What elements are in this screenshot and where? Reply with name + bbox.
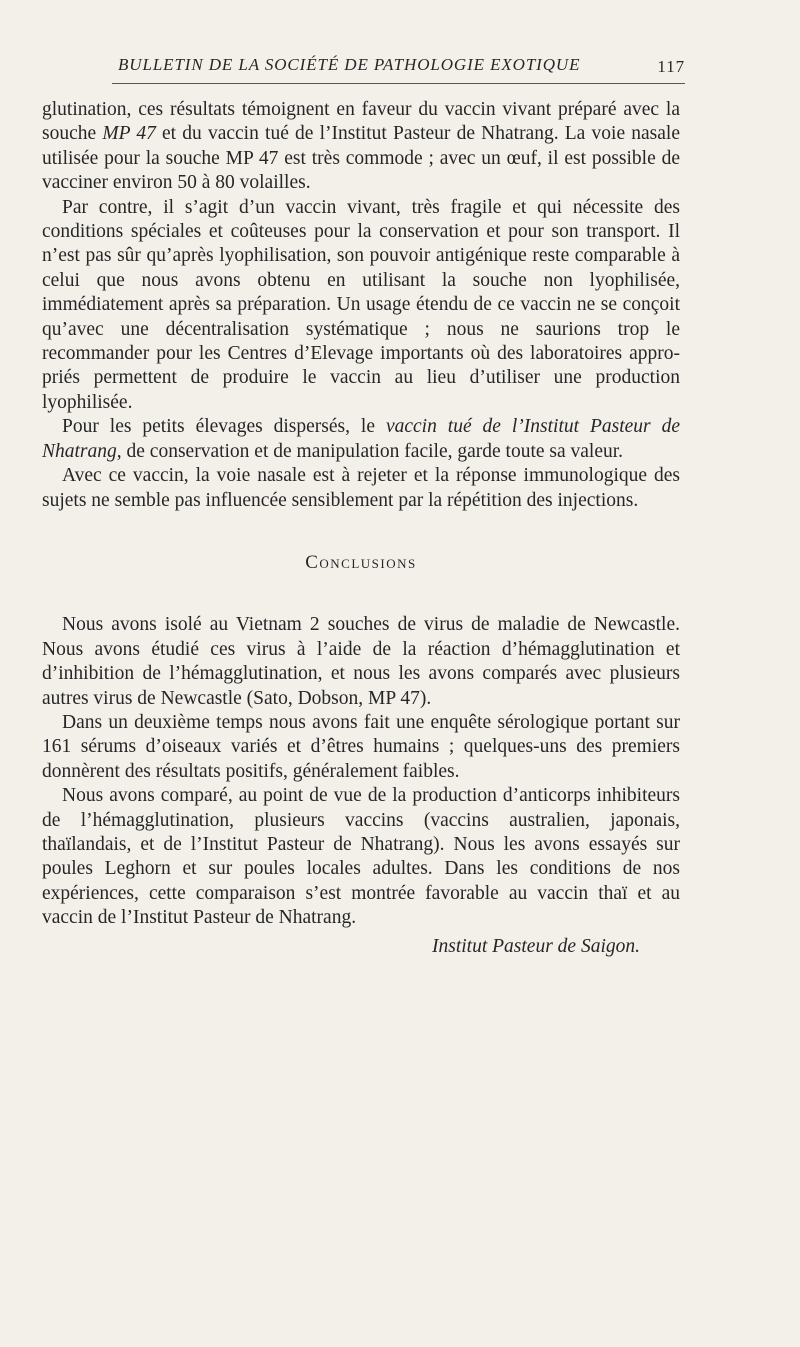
conclusion-paragraph-1: Nous avons isolé au Vietnam 2 souches de virus de maladie de Newcastle. Nous avons étudié ces virus à l’aide de la réaction d’hémagglutination et d’inhibition de l’hémagglutination, et nous les avons comparés avec plusieurs autres virus de Newcastle (Sato, Dobson, MP 47).: [42, 614, 680, 709]
paragraph-1-text-b: et du vaccin tué de l’Institut Pasteur de Nhatrang. La voie nasale utilisée pour la souche MP 47 est très commode ; avec un œuf, il est possible de vacciner environ 50 à 80 volailles.: [42, 123, 681, 194]
paragraph-3-text-b: , de conservation et de manipulation facile, garde toute sa valeur.: [116, 440, 624, 462]
section-heading-conclusions: Conclusions: [305, 551, 417, 573]
paragraph-2: Par contre, il s’agit d’un vaccin vivant, très fragile et qui nécessite des conditions spéciales et coûteuses pour la conservation et pour son transport. Il n’est pas sûr qu’après lyophilisation, son pouvoir antigénique reste comparable à celui que nous avons obtenu en utilisant la souche non lyophilisée, immédiatement après sa préparation. Un usage étendu de ce vaccin ne se conçoit qu’avec une décentralisation systématique ; nous ne saurions trop le recommander pour les Centres d’Elevage importants où des laboratoires appropriés permettent de produire le vaccin au lieu d’utiliser une production lyophilisée.: [42, 196, 680, 413]
paragraph-3-text-a: Pour les petits élevages dispersés, le: [62, 416, 386, 438]
vaccine-italic: vaccin tué de l’Institut Pasteur de Nhatrang: [42, 416, 680, 462]
paragraph-3: [42, 415, 680, 464]
article-body: [42, 98, 680, 959]
paragraph-1-text-a: glutination, ces résultats témoignent en faveur du vaccin vivant préparé avec la souche: [42, 99, 680, 145]
journal-title: BULLETIN DE LA SOCIÉTÉ DE PATHOLOGIE EXOTIQUE: [118, 55, 581, 74]
strain-italic: MP 47: [102, 123, 156, 145]
paragraph-1: [42, 98, 680, 196]
institution-signature: Institut Pasteur de Saigon.: [432, 935, 640, 957]
header-rule: [112, 83, 685, 84]
paragraph-4: Avec ce vaccin, la voie nasale est à rejeter et la réponse immunologique des sujets ne semble pas influencée sensiblement par la répétition des injections.: [42, 465, 680, 511]
page-number: 117: [657, 57, 685, 76]
conclusion-paragraph-3: Nous avons comparé, au point de vue de la production d’anticorps inhibiteurs de l’hémagglutination, plusieurs vaccins (vaccins australien, japonais, thaïlandais, et de l’Institut Pasteur de Nhatrang). Nous les avons essayés sur poules Leghorn et sur poules locales adultes. Dans les conditions de nos expériences, cette comparaison s’est montrée favorable au vaccin thaï et au vaccin de l’Institut Pasteur de Nhatrang.: [42, 785, 680, 929]
conclusion-paragraph-2: Dans un deuxième temps nous avons fait une enquête sérologique portant sur 161 sérums d’oiseaux variés et d’êtres humains ; quelques-uns des premiers donnèrent des résultats positifs, généralement faibles.: [42, 711, 680, 782]
